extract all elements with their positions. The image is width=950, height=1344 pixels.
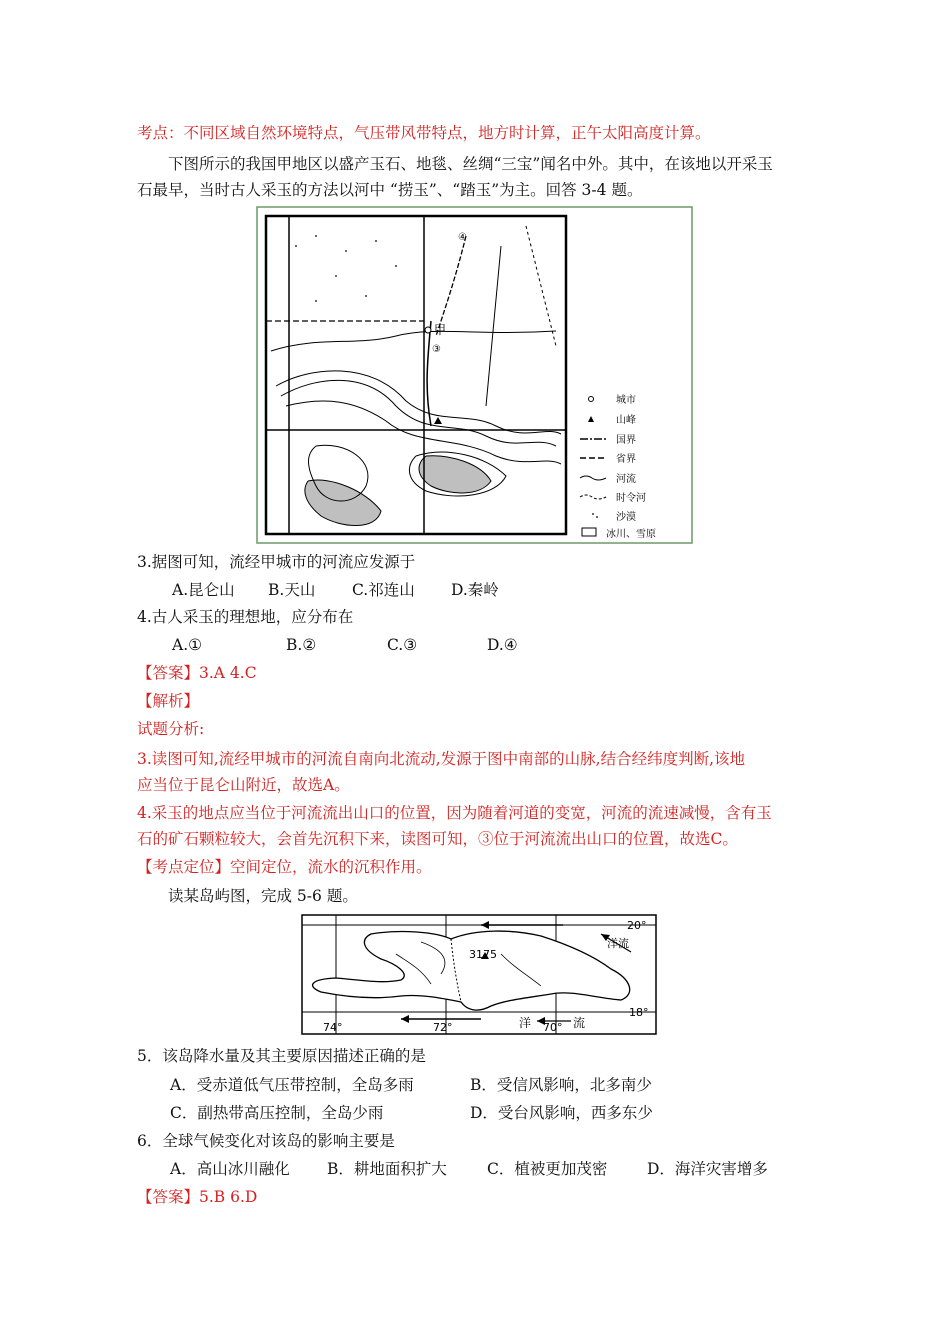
intro-paragraph-line1: 下图所示的我国甲地区以盛产玉石、地毯、丝绸“三宝”闻名中外。其中，在该地以开采玉 xyxy=(168,155,773,173)
q5-option-d[interactable]: D．受台风影响，西多东少 xyxy=(470,1104,653,1122)
legend-provincial-border: 省界 xyxy=(616,454,636,465)
legend-desert: 沙漠 xyxy=(616,512,636,523)
ocean-current-label-bottom-1: 洋 xyxy=(519,1016,532,1030)
ocean-current-label-top: 洋流 xyxy=(607,937,629,950)
answer-block-1: 【答案】3.A 4.C xyxy=(137,664,257,682)
legend-glacier: 冰川、雪原 xyxy=(606,529,656,540)
svg-text:甲: 甲 xyxy=(434,323,447,337)
kaodian-line: 考点：不同区域自然环境特点，气压带风带特点，地方时计算，正午太阳高度计算。 xyxy=(137,124,711,142)
q6-option-c[interactable]: C．植被更加茂密 xyxy=(487,1160,608,1178)
intro-paragraph-line2: 石最早，当时古人采玉的方法以河中 “捞玉”、“踏玉”为主。回答 3-4 题。 xyxy=(137,181,643,199)
q3-option-c[interactable]: C.祁连山 xyxy=(352,581,415,599)
answer-block-2: 【答案】5.B 6.D xyxy=(137,1188,258,1206)
svg-text:③: ③ xyxy=(432,344,441,355)
legend-national-border: 国界 xyxy=(616,435,636,446)
longitude-72: 72° xyxy=(433,1021,453,1034)
q4-option-d[interactable]: D.④ xyxy=(487,636,518,654)
q4-option-b[interactable]: B.② xyxy=(286,636,317,654)
island-map-figure xyxy=(301,914,657,1035)
q5-option-a[interactable]: A．受赤道低气压带控制，全岛多雨 xyxy=(170,1076,414,1094)
island-intro: 读某岛屿图，完成 5-6 题。 xyxy=(168,887,358,905)
analysis-subheading: 试题分析: xyxy=(137,720,205,738)
ocean-current-label-bottom-2: 流 xyxy=(573,1016,586,1030)
q5-stem: 5．该岛降水量及其主要原因描述正确的是 xyxy=(137,1047,426,1065)
q5-option-b[interactable]: B．受信风影响，北多南少 xyxy=(470,1076,652,1094)
q4-stem: 4.古人采玉的理想地，应分布在 xyxy=(137,608,354,626)
q6-option-d[interactable]: D．海洋灾害增多 xyxy=(647,1160,768,1178)
longitude-70: 70° xyxy=(543,1021,563,1034)
q6-stem: 6．全球气候变化对该岛的影响主要是 xyxy=(137,1132,395,1150)
q4-option-c[interactable]: C.③ xyxy=(387,636,418,654)
explanation-3-line1: 3.读图可知,流经甲城市的河流自南向北流动,发源于图中南部的山脉,结合经纬度判断,该地 xyxy=(137,750,745,768)
analysis-heading: 【解析】 xyxy=(137,692,200,710)
legend-river: 河流 xyxy=(616,474,636,485)
explanation-4-line1: 4.采玉的地点应当位于河流流出山口的位置，因为随着河道的变宽，河流的流速减慢，含有玉 xyxy=(137,804,772,822)
legend-seasonal-river: 时令河 xyxy=(616,493,646,504)
q3-stem: 3.据图可知，流经甲城市的河流应发源于 xyxy=(137,553,416,571)
region-map-figure xyxy=(256,206,693,544)
explanation-3-line2: 应当位于昆仑山附近，故选A。 xyxy=(137,776,350,794)
legend-peak: 山峰 xyxy=(616,415,636,426)
q3-option-b[interactable]: B.天山 xyxy=(268,581,316,599)
q3-option-d[interactable]: D.秦岭 xyxy=(451,581,499,599)
q5-option-c[interactable]: C．副热带高压控制，全岛少雨 xyxy=(170,1104,384,1122)
longitude-74: 74° xyxy=(323,1021,343,1034)
peak-elevation: 3175 xyxy=(469,948,497,961)
q6-option-a[interactable]: A．高山冰川融化 xyxy=(170,1160,290,1178)
latitude-20: 20° xyxy=(627,919,647,932)
svg-text:④: ④ xyxy=(458,232,467,243)
legend-city: 城市 xyxy=(616,395,636,406)
kaodian-dingwei: 【考点定位】空间定位，流水的沉积作用。 xyxy=(137,858,432,876)
latitude-18: 18° xyxy=(629,1006,649,1019)
q4-option-a[interactable]: A.① xyxy=(172,636,203,654)
q3-option-a[interactable]: A.昆仑山 xyxy=(172,581,235,599)
explanation-4-line2: 石的矿石颗粒较大，会首先沉积下来，读图可知，③位于河流流出山口的位置，故选C。 xyxy=(137,830,738,848)
q6-option-b[interactable]: B．耕地面积扩大 xyxy=(327,1160,447,1178)
